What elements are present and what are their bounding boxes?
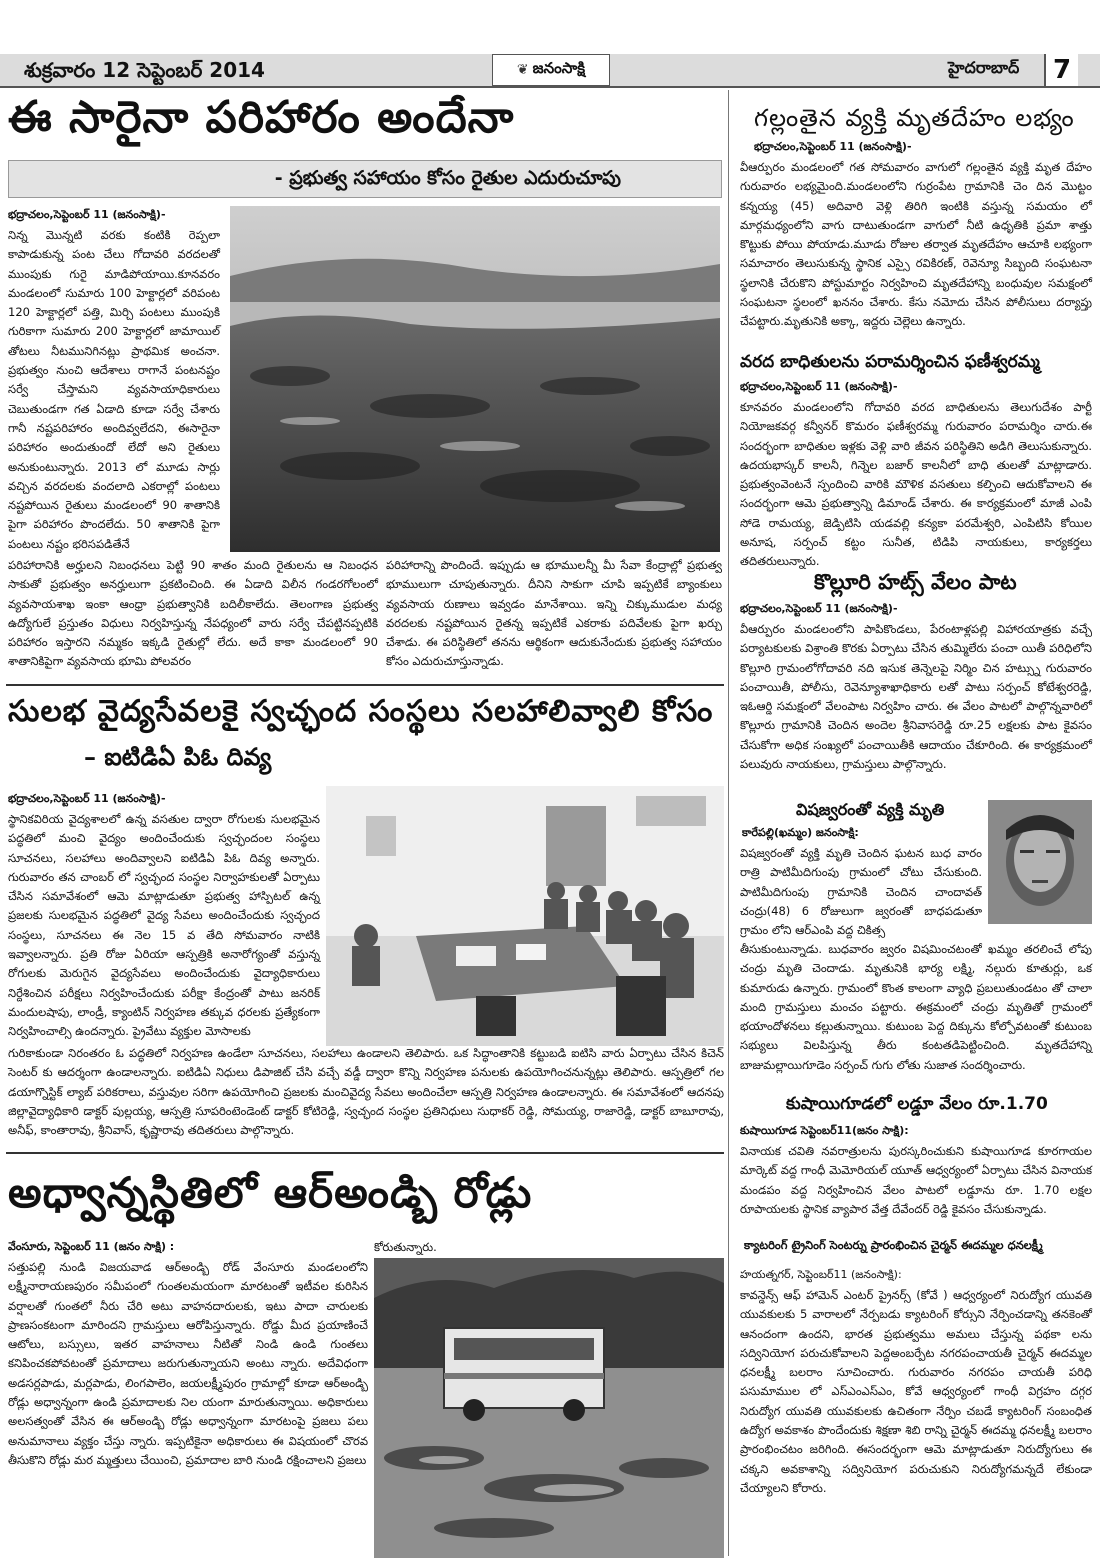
health-dateline: భద్రాచలం,సెప్టెంబర్ 11 (జనంసాక్షి)- — [8, 792, 166, 805]
catering-centre-dateline: హయత్నగర్, సెప్టెంబర్11 (జనంసాక్షి): — [740, 1268, 902, 1281]
roads-dateline: వేంసూరు, సెప్టెంబర్ 11 (జనం సాక్షి) : — [8, 1240, 175, 1253]
health-subhead: – ఐటిడిఏ పిఓ దివ్య — [84, 742, 272, 771]
lead-headline: ఈ సారైనా పరిహారం అందేనా — [8, 92, 515, 143]
laddu-auction-headline: కుషాయిగూడలో లడ్డూ వేలం రూ.1.70 — [786, 1094, 1048, 1114]
edition-city: హైదరాబాద్ — [948, 58, 1020, 77]
laddu-auction-body: వినాయక చవితి నవరాత్రులను పురస్కరించుకుని కుషాయిగూడ కూరగాయల మార్కెట్ వద్ద గాంధీ మెమోరియల్ యూత్ ఆధ్వర్యంలో ఏర్పాటు చేసిన వినాయక మండపం వద్ద నిర్వహించిన వేలం పాటలో లడ్డూను రూ. 1.70 లక్షల రూపాయలకు స్థానిక వ్యాపార వేత్త దేవేందర్ రెడ్డి కైవసం చేసుకున్నాడు. — [740, 1144, 1092, 1216]
missing-man-headline: గల్లంతైన వ్యక్తి మృతదేహం లభ్యం — [754, 104, 1075, 132]
catering-centre-headline: క్యాటరింగ్ ట్రైనింగ్ సెంటర్ను ప్రారంభించిన చైర్మన్ ఈదమ్మల ధనలక్ష్మీ — [744, 1238, 1043, 1252]
roads-headline: అధ్వాన్నస్థితిలో ఆర్అండ్బి రోడ్లు — [8, 1168, 533, 1217]
issue-date: శుక్రవారం 12 సెప్టెంబర్ 2014 — [24, 58, 265, 82]
logo-text: జనంసాక్షి — [532, 59, 586, 77]
fever-death-dateline: కారేపల్లి(ఖమ్మం) జనంసాక్షి: — [742, 826, 859, 839]
flood-visit-body: కూనవరం మండలంలోని గోదావరి వరద బాధితులను తెలుగుదేశం పార్టీ నియోజకవర్గ కన్వీనర్ కొమరం ఫణీశ్వరమ్మ గురువారం పరామర్శిం చారు.ఈ సందర్భంగా బాధితుల ఇళ్లకు వెళ్లి వారి జీవన పరిస్థితిని అడిగి తెలుసుకున్నారు. ఉదయభాస్కర్ కాలనీ, గిన్నెల బజార్ కాలనీలో బాధి తులతో మాట్లాడారు. ప్రభుత్వంవెంటనే స్పందించి వారికి మౌళిక వసతులు కల్పించి ఆదుకోవాలని ఈ సందర్భంగా ఆమె ప్రభుత్వాన్ని డిమాండ్ చేశారు. ఈ కార్యక్రమంలో మాజీ ఎంపి సోడె రామయ్య, జెడ్పిటిసి యడవల్లి కన్యకా పరమేశ్వరి, ఎంపిటిసి కోయిల అనూష, సర్పంచ్ కట్టం సునీత, టిడిపి నాయకులు, కార్యకర్తలు తదితరులున్నారు. — [740, 400, 1092, 569]
flood-visit-headline: వరద బాధితులను పరామర్శించిన ఫణీశ్వరమ్మ — [740, 352, 1040, 372]
lead-column-2: పరిహారానికి అర్హులని నిబంధనలు పెట్టి 90 శాతం మంది రైతులను ఆ నిబంధన సాకుతో ప్రభుత్వం అనర్హులుగా ప్రకటించింది. ఈ ఏడాది విలీన గండరగోలంలో వ్యవసాయశాఖ ఇంకా ఆంధ్రా ప్రభుత్వానికి బదిలీకాలేదు. తెలంగాణ ప్రభుత్వ ఉద్యోగులే ప్రస్తుతం విధులు నిర్వహిస్తున్న నేపధ్యంలో వారు సర్వే చేపట్టినప్పటికి పరిహారం ఇస్తారని నమ్మకం ఇక్కడి రైతుల్లో లేదు. అదే కాకా మండలంలో 90 శాతానికిపైగా వ్యవసాయ భూమి పోలవరం — [8, 558, 378, 669]
health-column-full: గురికాకుండా నిరంతరం ఓ పద్ధతిలో నిర్వహణ ఉండేలా సూచనలు, సలహాలు ఉండాలని తెలిపారు. ఒక సిద్ధాంతానికి కట్టుబడి ఐటిసి వారు ఏర్పాటు చేసిన కిచెన్ సెంటర్ కు ఆదర్శంగా ఉండాలన్నారు. ఐటిడిఏ నిధులు డిపాజిట్ చేసి వచ్చే వడ్డీ ద్వారా కొన్ని నిర్వహణ పనులకు ఉపయోగించనున్నట్లు తెలిపారు. ఆస్పత్రిలో గల డయాగ్నొస్టిక్ ల్యాబ్ పరికరాలు, వస్తువుల సరిగా ఉపయోగించి ప్రజలకు మంచివైద్య సేవలు అందించేలా ఆస్పత్రి నిర్వహణ ఉండాలన్నారు. ఈ సమావేశంలో ఆదనపు జిల్లావైద్యాధికారి డాక్టర్ పుల్లయ్య, ఆస్పత్రి సూపరింటెండెంట్ డాక్టర్ కోటిరెడ్డి, స్వచ్ఛంద సంస్థల ప్రతినిధులు సుధాకర్ రెడ్డి, సోమయ్య, రాజారెడ్డి, డాక్టర్ బాబూరావు, అనీఫ్, కాంతారావు, శ్రీనివాస్, కృష్ణారావు తదితరులు పాల్గొన్నారు. — [8, 1046, 724, 1138]
flooded-field-photo — [230, 206, 720, 552]
fever-death-body-full: తీసుకుంటున్నాడు. బుధవారం జ్వరం విషమించటంతో ఖమ్మం తరలించే లోపు చంద్రు మృతి చెందాడు. మృతునికి భార్య లక్ష్మి, నల్గురు కూతుర్లు, ఒక కుమారుడు ఉన్నారు. గ్రామంలో కొంత కాలంగా వ్యాధి ప్రబలుతుండటం తో చాలా మంది గ్రామస్తులు మంచం పట్టారు. ఈక్రమంలో చంద్రు మృతితో గ్రామంలో భయాందోళనలు కల్లుతున్నాయి. కుటుంబ పెద్ద దిక్కును కోల్పోవటంతో కుటుంబ సభ్యులు విలపిస్తున్న తీరు కంటతడిపెట్టించింది. మృతదేహాన్ని బాజుమల్లాయిగూడెం సర్పంచ్ గుగు లోతు సుజాత సందర్శించారు. — [740, 942, 1092, 1072]
roads-column-2: కోరుతున్నారు. — [374, 1240, 437, 1254]
meeting-photo — [326, 786, 724, 1046]
health-headline: సులభ వైద్యసేవలకై స్వచ్ఛంద సంస్థలు సలహాలివ్వాలి కోసం — [8, 694, 714, 729]
section-divider — [6, 684, 724, 686]
fever-death-body-narrow: విషజ్వరంతో వ్యక్తి మృతి చెందిన ఘటన బుధ వారం రాత్రి పాటిమీదిగుంపు గ్రామంలో చోటు చేసుకుంది. పాటిమీదిగుంపు గ్రామానికి చెందిన చాందావత్ చంద్రు(48) 6 రోజులుగా జ్వరంతో బాధపడుతూ గ్రామం లోని ఆర్ఎంపి వద్ద చికిత్స — [740, 846, 982, 938]
health-column-1: స్థానికవిరియ వైద్యశాలలో ఉన్న వసతుల ద్వారా రోగులకు సులభమైన పద్ధతిలో మంచి వైద్యం అందించేందుకు స్వచ్ఛందంల సంస్థలు సూచనలు, సలహాలు అందివ్వాలని ఐటిడిఏ పిఓ దివ్య అన్నారు. గురువారం తన చాంబర్ లో స్వచ్ఛంద సంస్థల నిర్వాహకులతో ఏర్పాటు చేసిన సమావేశంలో ఆమె మాట్లాడుతూ ప్రభుత్వ హాస్పిటల్ ఉన్న ప్రజలకు సులభమైన పద్ధతిలో వైద్య సేవలు అందించేందుకు స్వచ్ఛంద సంస్థలు, సూచనలు ఈ నెల 15 వ తేది సోమవారం నాటికి ఇవ్వాలన్నారు. ప్రతి రోజు ఏరియా ఆస్పత్రికి అనారోగ్యంతో వస్తున్న రోగులకు మెరుగైన వైద్యసేవలు అందించేందుకు వైద్యాధికారులు నిర్దేశించిన పరీక్షలు నిర్వహించేందుకు పరీక్షా కేంద్రంతో పాటు జనరిక్ మందులషాపు, లాండ్రీ, క్యాంటిన్ నిర్వహణ తక్కువ ధరలకు ప్రత్యేకంగా నిర్వహించాల్సి ఉందన్నారు. ప్రైవేటు వ్యక్తుల మోసాలకు — [8, 812, 320, 1039]
damaged-road-bus-photo — [374, 1258, 724, 1558]
huts-auction-dateline: భద్రాచలం,సెప్టెంబర్ 11 (జనంసాక్షి)- — [740, 602, 898, 615]
lead-subhead: - ప్రభుత్వ సహాయం కోసం రైతుల ఎదురుచూపు — [274, 167, 621, 189]
section-divider — [6, 1152, 724, 1154]
catering-centre-body: కావన్డెన్స్ ఆఫ్ హామెన్ ఎంటర్ ప్రైనర్స్ (కోవే ) ఆధ్వర్యంలో నిరుద్యోగ యువతి యువకులకు 5 వారాలలో నేర్పబడు క్యాటరింగ్ కోర్సుని నేర్పించడాన్ని తనకెంతో ఆనందంగా ఉందని, భారత ప్రభుత్వము అమలు చేస్తున్న పథకా లను సద్వినియోగ పరుచుకోవాలని పెద్దఅంబర్పేట నగరపంచాయతీ చైర్మన్ ఈదమ్మల ధనలక్ష్మీ బలరాం సూచించారు. గురువారం నగరపం చాయతీ పరిధి పసుమాముల లో ఎస్ఎంఎస్ఎం, కోవే ఆధ్వర్యంలో గాంధీ విగ్రహం దగ్గర నిరుద్యోగ యువతి యువకులకు ఉచితంగా నేర్పిం చబడే క్యాటరింగ్ సంబంధిత ఉద్యోగ అవకాశం పొందేందుకు శిక్షణా శిబి రాన్ని చైర్మన్ ఈదమ్మ ధనలక్ష్మీ బలరాం ప్రారంభించటం జరిగింది. ఈసందర్భంగా ఆమె మాట్లాడుతూ నిరుద్యోగులు ఈ చక్కని అవకాశాన్ని సద్వినియోగ పరుచుకుని నిరుద్యోగమన్నదే లేకుండా చేయ్యాలని కోరారు. — [740, 1288, 1092, 1495]
fever-death-headline: విషజ్వరంతో వ్యక్తి మృతి — [796, 800, 945, 819]
lead-column-1: నిన్న మొన్నటి వరకు కంటికి రెప్పలా కాపాడుకున్న పంట చేలు గోదావరి వరదలతో ముంపుకు గురై మాడిపోయాయి.కూనవరం మండలంలో సుమారు 100 హెక్టార్లలో వరిపంట 120 హెక్టార్లలో పత్తి, మిర్చి పంటలు ముంపుకి గురికాగా సుమారు 200 హెక్టార్లలో జామాయిల్ తోటలు నీటమునిగినట్లు ప్రాథమిక అంచనా. ప్రభుత్వం నుంచి ఆదేశాలు రాగానే పంటనష్టం సర్వే చేస్తామని వ్యవసాయాధికారులు చెబుతుండగా గత ఏడాది కూడా సర్వే చేశారు గానీ నష్టపరిహారం అందివ్వలేదని, ఈసారైనా పరిహారం అందుతుందో లేదో అని రైతులు అనుకుంటున్నారు. 2013 లో మూడు సార్లు వచ్చిన వరదలకు వందలాది ఎకరాల్లో పంటలు నష్టపోయిన రైతులు మండలంలో 90 శాతానికి పైగా పరిహారం పొందలేదు. 50 శాతానికి పైగా పంటలు నష్టం భరిసపడితేనే — [8, 228, 220, 551]
newspaper-logo — [492, 54, 610, 86]
page-number: 7 — [1044, 54, 1078, 86]
huts-auction-headline: కొల్లూరి హట్స్ వేలం పాట — [814, 570, 1017, 594]
huts-auction-body: వీఆర్పురం మండలంలోని పాపికొండలు, పేరంటాళ్లపల్లి విహారయాత్రకు వచ్చే పర్యాటకులకు విశ్రాంతి కొరకు ఏర్పాటు చేసిన తుమ్మిలేరు పంచా యితీ పరిధిలోని కొల్లూరి గ్రామంలోగోదావరి నది ఇసుక తెన్నెలపై నిర్మిం చిన హట్స్ను గురువారం పంచాయితీ, పోలీసు, రెవెన్యూశాఖాధికారు లతో పాటు సర్పంచ్ కోటేశ్వరరెడ్డి, ఇఓఆర్డి సమక్షంలో వేలంపాట నిర్వహిం చారు. ఈ వేలం పాటలో పాల్గొన్నవారిలో కొల్లూరు గ్రామానికి చెందిన అందెల శ్రీనివాసరెడ్డి రూ.25 లక్షలకు పాట కైవసం చేసుకోగా అధిక సంఖ్యలో పంచాయితీకి ఆదాయం చేకూరింది. ఈ కార్యక్రమంలో పలువురు నాయకులు, గ్రామస్తులు పాల్గొన్నారు. — [740, 622, 1092, 772]
roads-column-1: సత్తుపల్లి నుండి విజయవాడ ఆర్అండ్బి రోడ్ వేంసూరు మండలంలోని లక్ష్మీనారాయణపురం సమీపంలో గుంతలమయంగా మారటంతో ఇటీవల కురిసిన వర్షాలతో గుంతలో నీరు చేరి అటు వాహనదారులకు, ఇటు పాదా చారులకు ప్రాణసంకటంగా మారిందని గ్రామస్తులు ఆరోపిస్తున్నారు. రోడ్డు మీద ప్రయాణించే ఆటోలు, బస్సులు, ఇతర వాహనాలు నీటితో నిండి ఉండి గుంతలు కనిపించకపోవటంతో ప్రమాదాలు జరుగుతున్నాయని అంటు న్నారు. అదేవిధంగా అడసర్లపాడు, మర్లపాడు, లింగపాలెం, జయలక్ష్మీపురం గ్రామాల్లో కూడా ఆర్అండ్బి రోడ్లు అధ్వాన్నంగా ఉండి ప్రమాదాలకు నిల యంగా మారుతున్నాయి. అధికారులు అలసత్వంతో వేసిన ఈ ఆర్అండ్బి రోడ్లు అధ్వాన్నంగా మారటంపై ప్రజలు పలు అనుమానాలు వ్యక్తం చేస్తు న్నారు. ఇప్పటికైనా అధికారులు ఈ విషయంలో చొరవ తీసుకొని రోడ్లు మర మ్మత్తులు చేయించి, ప్రమాదాల బారి నుండి రక్షించాలని ప్రజలు — [8, 1260, 368, 1467]
missing-man-dateline: భద్రాచలం,సెప్టెంబర్ 11 (జనంసాక్షి)- — [754, 140, 912, 153]
flood-visit-dateline: భద్రాచలం,సెప్టెంబర్ 11 (జనంసాక్షి)- — [740, 380, 898, 393]
lead-column-3: పరిహారాన్ని పొందిందే. ఇప్పుడు ఆ భూములన్నీ మీ సేవా కేంద్రాల్లో ప్రభుత్వ భూములుగా చూపుతున్నారు. దీనిని సాకుగా చూపి ఇప్పటికే బ్యాంకులు వ్యవసాయ రుణాలు ఇవ్వడం మానేశాయి. ఇన్ని చిక్కుముడుల మధ్య వరదలకు నష్టపోయిన రైతన్న ఇప్పటికే ఎకరాకు పదివేలకు పైగా ఖర్చు చేశాడు. ఈ పరిస్థితిలో తనను ఆర్థికంగా ఆదుకునేందుకు ప్రభుత్వ సహాయం కోసం ఎదురుచూస్తున్నాడు. — [386, 558, 722, 669]
deceased-portrait-photo — [988, 800, 1092, 924]
lead-subhead-box — [8, 160, 722, 198]
lead-dateline: భద్రాచలం,సెప్టెంబర్ 11 (జనంసాక్షి)- — [8, 208, 166, 221]
column-divider — [728, 90, 729, 1556]
logo-emblem-icon: ❦ — [516, 62, 529, 78]
missing-man-body: వీఆర్పురం మండలంలో గత సోమవారం వాగులో గల్లంతైన వ్యక్తి మృత దేహం గురువారం లభ్యమైంది.మండలంలోని గుర్రంపేట గ్రామానికి చెం దిన మొట్టం కన్నయ్య (45) అదివారి వెళ్లి తిరిగి ఇంటికి వస్తున్న సమయం లో మార్గమధ్యంలోని వాగు దాటుతుండగా వాగులో నీటి ఉధృతికి ప్రమా శాత్తు కొట్టుకు పోయి పోయాడు.మూడు రోజుల తర్వాత మృతదేహం ఆచూకి లభ్యంగా సమాచారం తెలుసుకున్న స్థానిక ఎస్సై రవికిరణ్, రెవెన్యూ సిబ్బంది సంఘటనా స్థలానికి చేరుకొని పోస్టుమార్టం నిర్వహించి మృతదేహాన్ని బంధువుల సమక్షంలో సంఘటనా స్థలంలో ఖననం చేశారు. కేసు నమోదు చేసిన పోలీసులు దర్యాప్తు చేపట్టారు.మృతునికి అక్కా, ఇద్దరు చెల్లెలు ఉన్నారు. — [740, 160, 1092, 329]
laddu-auction-dateline: కుషాయిగూడ సెప్టెంబర్11(జనం సాక్షి): — [740, 1124, 909, 1137]
